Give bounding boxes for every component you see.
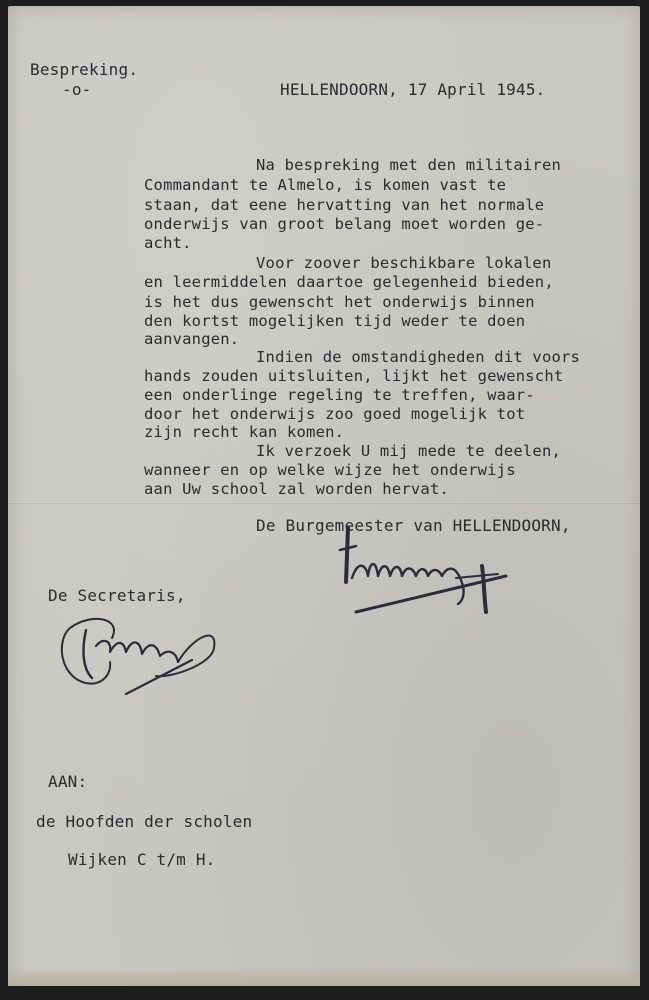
body-line: acht.	[144, 234, 192, 252]
mayor-signoff: De Burgemeester van HELLENDOORN,	[256, 516, 571, 535]
body-line: staan, dat eene hervatting van het normale	[144, 196, 545, 214]
secretary-signoff: De Secretaris,	[48, 586, 186, 605]
body-line: een onderlinge regeling te treffen, waar-	[144, 386, 535, 404]
body-line: zijn recht kan komen.	[144, 423, 345, 441]
body-line: is het dus gewenscht het onderwijs binnen	[144, 293, 535, 311]
body-line: aanvangen.	[144, 330, 240, 348]
body-line: Voor zoover beschikbare lokalen	[256, 254, 552, 272]
addressee-label: AAN:	[48, 772, 88, 791]
heading-separator: -o-	[62, 80, 92, 99]
mayor-signature	[336, 520, 506, 610]
letter-heading: Bespreking.	[30, 60, 139, 79]
body-line: wanneer en op welke wijze het onderwijs	[144, 461, 516, 479]
body-line: hands zouden uitsluiten, lijkt het gewenscht	[144, 367, 564, 385]
paper-edge	[8, 968, 640, 986]
body-line: Commandant te Almelo, is komen vast te	[144, 176, 507, 194]
body-line: Ik verzoek U mij mede te deelen,	[256, 442, 562, 460]
body-line: Indien de omstandigheden dit voors	[256, 348, 581, 366]
body-line: door het onderwijs zoo goed mogelijk tot	[144, 405, 526, 423]
body-line: onderwijs van groot belang moet worden ge-	[144, 215, 545, 233]
place-date: HELLENDOORN, 17 April 1945.	[280, 80, 546, 99]
secretary-signature	[52, 608, 232, 698]
fold-crease	[8, 502, 640, 504]
body-line: aan Uw school zal worden hervat.	[144, 480, 450, 498]
body-line: en leermiddelen daartoe gelegenheid bieden,	[144, 273, 554, 291]
body-line: Na bespreking met den militairen	[256, 156, 562, 174]
body-line: den kortst mogelijken tijd weder te doen	[144, 312, 526, 330]
addressee-line: de Hoofden der scholen	[36, 812, 253, 831]
addressee-line: Wijken C t/m H.	[68, 850, 216, 869]
